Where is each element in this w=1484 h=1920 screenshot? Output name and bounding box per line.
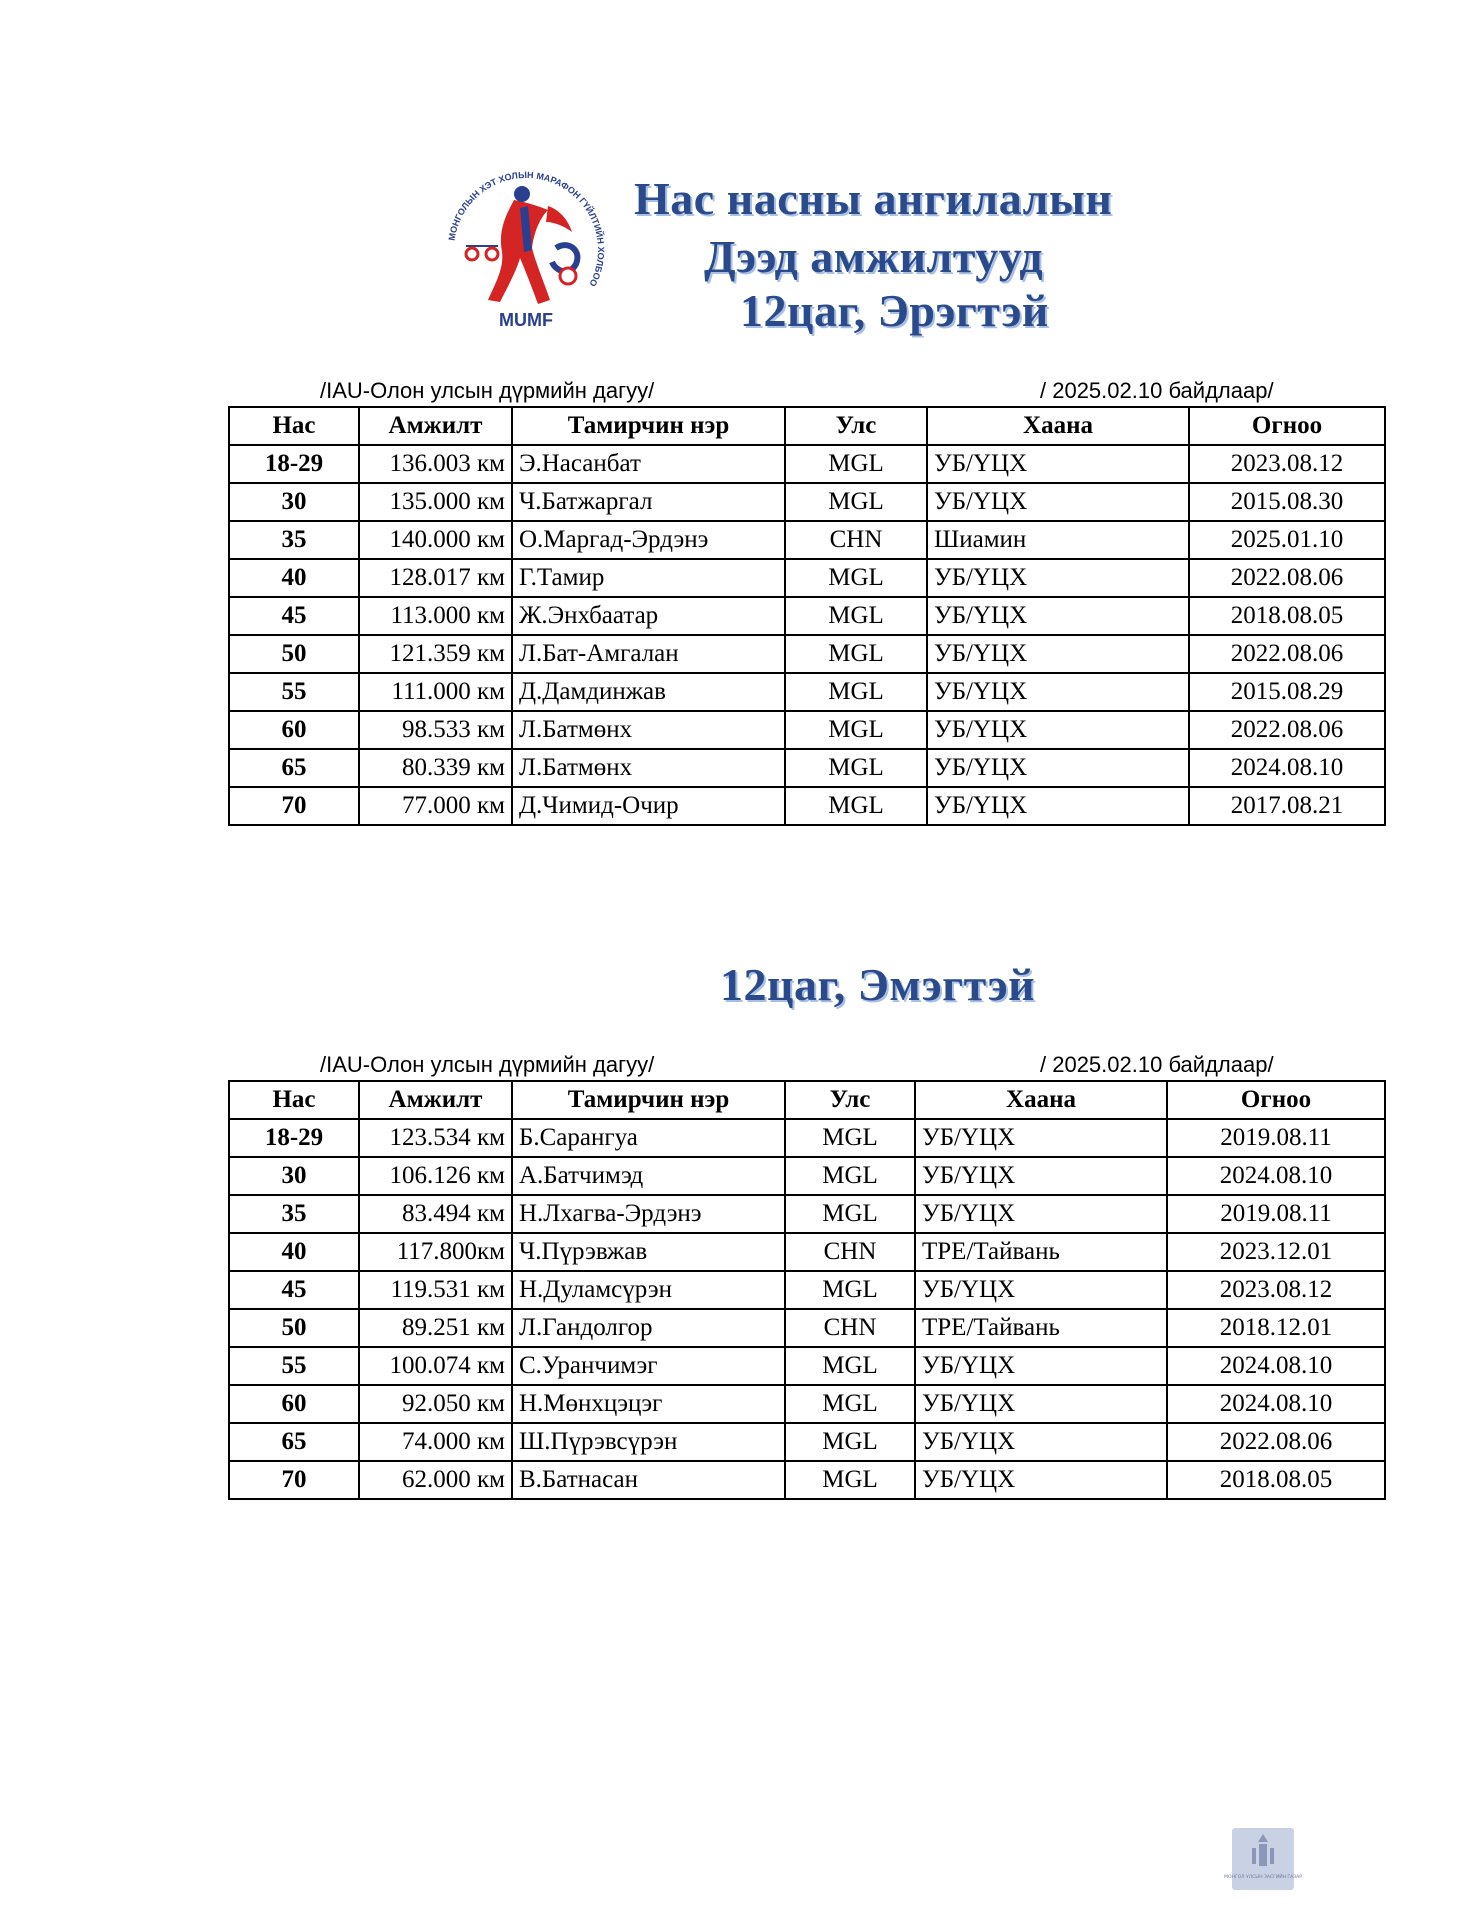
table-row: [229, 559, 1385, 597]
date-cell: 2023.08.12: [1167, 1271, 1385, 1309]
result-cell: 106.126 км: [359, 1157, 512, 1195]
date-cell: 2018.08.05: [1189, 597, 1385, 635]
column-header: Огноо: [1189, 407, 1385, 445]
date-cell: 2022.08.06: [1189, 711, 1385, 749]
column-header: Хаана: [915, 1081, 1167, 1119]
column-header: Амжилт: [359, 407, 512, 445]
age-cell: 65: [229, 1423, 359, 1461]
result-cell: 117.800км: [359, 1233, 512, 1271]
country-cell: MGL: [785, 1423, 915, 1461]
date-cell: 2019.08.11: [1167, 1119, 1385, 1157]
country-cell: MGL: [785, 1157, 915, 1195]
women-note-right: / 2025.02.10 байдлаар/: [1040, 1052, 1274, 1077]
result-cell: 100.074 км: [359, 1347, 512, 1385]
date-cell: 2015.08.30: [1189, 483, 1385, 521]
date-cell: 2018.12.01: [1167, 1309, 1385, 1347]
name-cell: В.Батнасан: [512, 1461, 785, 1499]
column-header: Тамирчин нэр: [512, 407, 785, 445]
where-cell: TPE/Тайвань: [915, 1233, 1167, 1271]
table-row: [229, 483, 1385, 521]
age-cell: 70: [229, 1461, 359, 1499]
column-header: Хаана: [927, 407, 1189, 445]
result-cell: 74.000 км: [359, 1423, 512, 1461]
table-row: [229, 1233, 1385, 1271]
column-header: Нас: [229, 407, 359, 445]
date-cell: 2024.08.10: [1189, 749, 1385, 787]
country-cell: MGL: [785, 1347, 915, 1385]
where-cell: УБ/ҮЦХ: [915, 1385, 1167, 1423]
result-cell: 119.531 км: [359, 1271, 512, 1309]
column-header: Улс: [785, 1081, 915, 1119]
name-cell: Н.Лхагва-Эрдэнэ: [512, 1195, 785, 1233]
age-cell: 70: [229, 787, 359, 825]
date-cell: 2023.12.01: [1167, 1233, 1385, 1271]
date-cell: 2022.08.06: [1189, 635, 1385, 673]
name-cell: Ч.Пүрэвжав: [512, 1233, 785, 1271]
name-cell: Д.Дамдинжав: [512, 673, 785, 711]
result-cell: 83.494 км: [359, 1195, 512, 1233]
where-cell: УБ/ҮЦХ: [927, 483, 1189, 521]
date-cell: 2023.08.12: [1189, 445, 1385, 483]
where-cell: УБ/ҮЦХ: [927, 749, 1189, 787]
where-cell: TPE/Тайвань: [915, 1309, 1167, 1347]
country-cell: MGL: [785, 1461, 915, 1499]
age-cell: 50: [229, 635, 359, 673]
column-header: Тамирчин нэр: [512, 1081, 785, 1119]
men-note-right: / 2025.02.10 байдлаар/: [1040, 378, 1274, 403]
name-cell: Б.Сарангуа: [512, 1119, 785, 1157]
age-cell: 65: [229, 749, 359, 787]
date-cell: 2019.08.11: [1167, 1195, 1385, 1233]
age-cell: 50: [229, 1309, 359, 1347]
table-row: [229, 1309, 1385, 1347]
column-header: Огноо: [1167, 1081, 1385, 1119]
where-cell: УБ/ҮЦХ: [927, 673, 1189, 711]
title-line-1: Нас насны ангилалын: [634, 173, 1113, 224]
name-cell: Ж.Энхбаатар: [512, 597, 785, 635]
age-cell: 55: [229, 673, 359, 711]
result-cell: 135.000 км: [359, 483, 512, 521]
mumf-logo: [436, 160, 616, 340]
table-row: [229, 1271, 1385, 1309]
title-line-2: Дээд амжилтууд: [704, 231, 1044, 282]
age-cell: 40: [229, 1233, 359, 1271]
country-cell: MGL: [785, 559, 927, 597]
where-cell: УБ/ҮЦХ: [915, 1157, 1167, 1195]
age-cell: 30: [229, 1157, 359, 1195]
men-note-left: /IAU-Олон улсын дүрмийн дагуу/: [320, 378, 655, 403]
date-cell: 2015.08.29: [1189, 673, 1385, 711]
women-title: 12цаг, Эмэгтэй: [720, 959, 1036, 1010]
result-cell: 111.000 км: [359, 673, 512, 711]
column-header: Нас: [229, 1081, 359, 1119]
name-cell: А.Батчимэд: [512, 1157, 785, 1195]
country-cell: MGL: [785, 787, 927, 825]
result-cell: 92.050 км: [359, 1385, 512, 1423]
date-cell: 2017.08.21: [1189, 787, 1385, 825]
country-cell: MGL: [785, 1271, 915, 1309]
country-cell: MGL: [785, 445, 927, 483]
age-cell: 60: [229, 1385, 359, 1423]
country-cell: CHN: [785, 1309, 915, 1347]
result-cell: 140.000 км: [359, 521, 512, 559]
country-cell: MGL: [785, 597, 927, 635]
age-cell: 18-29: [229, 1119, 359, 1157]
logo-ring-text: МОНГОЛЫН ХЭТ ХОЛЫН МАРАФОН ГҮЙЛТИЙН ХОЛБОО: [446, 169, 607, 289]
title-line-3: 12цаг, Эрэгтэй: [740, 285, 1049, 336]
result-cell: 136.003 км: [359, 445, 512, 483]
where-cell: УБ/ҮЦХ: [915, 1461, 1167, 1499]
date-cell: 2025.01.10: [1189, 521, 1385, 559]
where-cell: УБ/ҮЦХ: [915, 1195, 1167, 1233]
table-row: [229, 673, 1385, 711]
date-cell: 2018.08.05: [1167, 1461, 1385, 1499]
where-cell: УБ/ҮЦХ: [927, 787, 1189, 825]
result-cell: 62.000 км: [359, 1461, 512, 1499]
country-cell: MGL: [785, 1385, 915, 1423]
women-note-left: /IAU-Олон улсын дүрмийн дагуу/: [320, 1052, 655, 1077]
name-cell: Н.Дуламсүрэн: [512, 1271, 785, 1309]
where-cell: УБ/ҮЦХ: [915, 1119, 1167, 1157]
age-cell: 30: [229, 483, 359, 521]
date-cell: 2024.08.10: [1167, 1385, 1385, 1423]
table-row: [229, 1157, 1385, 1195]
result-cell: 98.533 км: [359, 711, 512, 749]
age-cell: 45: [229, 597, 359, 635]
result-cell: 80.339 км: [359, 749, 512, 787]
country-cell: MGL: [785, 711, 927, 749]
name-cell: Ш.Пүрэвсүрэн: [512, 1423, 785, 1461]
table-row: [229, 521, 1385, 559]
result-cell: 89.251 км: [359, 1309, 512, 1347]
where-cell: УБ/ҮЦХ: [927, 635, 1189, 673]
country-cell: MGL: [785, 483, 927, 521]
name-cell: Л.Батмөнх: [512, 711, 785, 749]
name-cell: Э.Насанбат: [512, 445, 785, 483]
name-cell: Л.Бат-Амгалан: [512, 635, 785, 673]
country-cell: CHN: [785, 1233, 915, 1271]
column-header: Улс: [785, 407, 927, 445]
date-cell: 2022.08.06: [1189, 559, 1385, 597]
country-cell: MGL: [785, 673, 927, 711]
table-header-row: [229, 407, 1385, 445]
age-cell: 55: [229, 1347, 359, 1385]
result-cell: 123.534 км: [359, 1119, 512, 1157]
table-row: [229, 635, 1385, 673]
table-row: [229, 1461, 1385, 1499]
result-cell: 121.359 км: [359, 635, 512, 673]
name-cell: Л.Батмөнх: [512, 749, 785, 787]
age-cell: 35: [229, 1195, 359, 1233]
where-cell: УБ/ҮЦХ: [927, 597, 1189, 635]
country-cell: MGL: [785, 749, 927, 787]
government-logo: [1224, 1828, 1302, 1890]
where-cell: УБ/ҮЦХ: [915, 1271, 1167, 1309]
women-records-table: [228, 1080, 1386, 1500]
where-cell: УБ/ҮЦХ: [915, 1423, 1167, 1461]
table-header-row: [229, 1081, 1385, 1119]
name-cell: С.Уранчимэг: [512, 1347, 785, 1385]
age-cell: 35: [229, 521, 359, 559]
country-cell: MGL: [785, 1119, 915, 1157]
where-cell: УБ/ҮЦХ: [927, 711, 1189, 749]
where-cell: Шиамин: [927, 521, 1189, 559]
date-cell: 2022.08.06: [1167, 1423, 1385, 1461]
name-cell: Л.Гандолгор: [512, 1309, 785, 1347]
date-cell: 2024.08.10: [1167, 1347, 1385, 1385]
age-cell: 45: [229, 1271, 359, 1309]
where-cell: УБ/ҮЦХ: [927, 445, 1189, 483]
table-row: [229, 1195, 1385, 1233]
age-cell: 18-29: [229, 445, 359, 483]
where-cell: УБ/ҮЦХ: [927, 559, 1189, 597]
name-cell: Ч.Батжаргал: [512, 483, 785, 521]
name-cell: О.Маргад-Эрдэнэ: [512, 521, 785, 559]
table-row: [229, 597, 1385, 635]
country-cell: MGL: [785, 635, 927, 673]
table-row: [229, 749, 1385, 787]
result-cell: 128.017 км: [359, 559, 512, 597]
table-row: [229, 787, 1385, 825]
table-row: [229, 1347, 1385, 1385]
column-header: Амжилт: [359, 1081, 512, 1119]
table-row: [229, 1119, 1385, 1157]
country-cell: MGL: [785, 1195, 915, 1233]
result-cell: 113.000 км: [359, 597, 512, 635]
table-row: [229, 1423, 1385, 1461]
government-logo-text: МОНГОЛ УЛСЫН ЗАСГИЙН ГАЗАР: [1224, 1875, 1302, 1880]
country-cell: CHN: [785, 521, 927, 559]
men-records-table: [228, 406, 1386, 826]
name-cell: Д.Чимид-Очир: [512, 787, 785, 825]
result-cell: 77.000 км: [359, 787, 512, 825]
where-cell: УБ/ҮЦХ: [915, 1347, 1167, 1385]
logo-text: MUMF: [499, 310, 553, 330]
name-cell: Г.Тамир: [512, 559, 785, 597]
name-cell: Н.Мөнхцэцэг: [512, 1385, 785, 1423]
age-cell: 40: [229, 559, 359, 597]
date-cell: 2024.08.10: [1167, 1157, 1385, 1195]
table-row: [229, 1385, 1385, 1423]
table-row: [229, 445, 1385, 483]
table-row: [229, 711, 1385, 749]
age-cell: 60: [229, 711, 359, 749]
